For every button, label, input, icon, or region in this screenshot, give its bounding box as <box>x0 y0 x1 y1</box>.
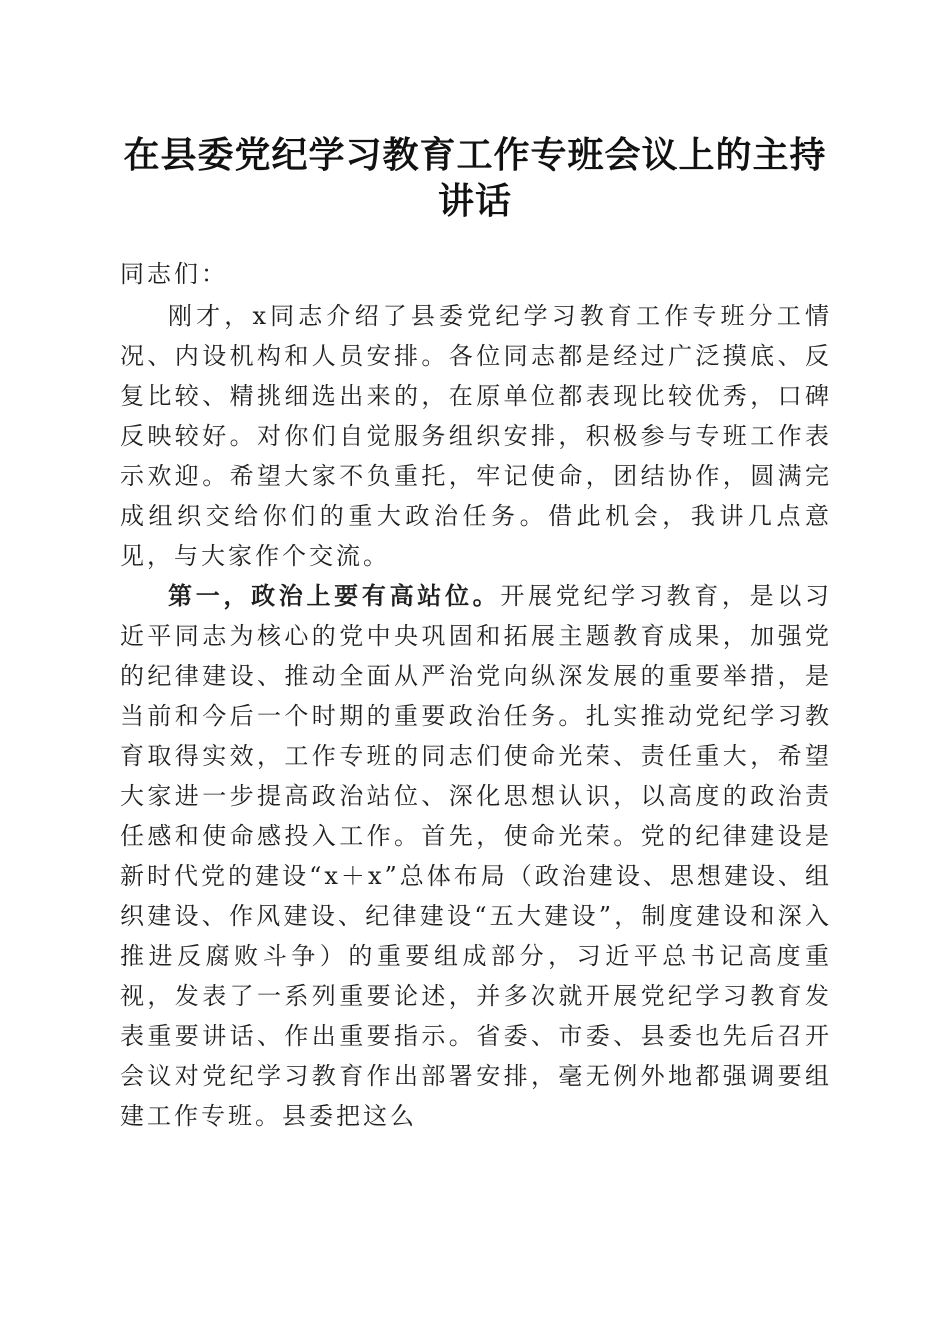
document-body <box>120 254 832 1136</box>
paragraph-first-point <box>120 576 832 1136</box>
salutation: 同志们： <box>120 260 228 288</box>
paragraph-first-point-body: 开展党纪学习教育，是以习近平同志为核心的党中央巩固和拓展主题教育成果，加强党的纪律建设、推动全面从严治党向纵深发展的重要举措，是当前和今后一个时期的重要政治任务。扎实推动党纪学习教育取得实效，工作专班的同志们使命光荣、责任重大，希望大家进一步提高政治站位、深化思想认识，以高度的政治责任感和使命感投入工作。首先，使命光荣。党的纪律建设是新时代党的建设“x＋x”总体布局（政治建设、思想建设、组织建设、作风建设、纪律建设“五大建设”，制度建设和深入推进反腐败斗争）的重要组成部分，习近平总书记高度重视，发表了一系列重要论述，并多次就开展党纪学习教育发表重要讲话、作出重要指示。省委、市委、县委也先后召开会议对党纪学习教育作出部署安排，毫无例外地都强调要组建工作专班。县委把这么 <box>120 582 833 1130</box>
paragraph-opening: 刚才，x同志介绍了县委党纪学习教育工作专班分工情况、内设机构和人员安排。各位同志都是经过广泛摸底、反复比较、精挑细选出来的，在原单位都表现比较优秀，口碑反映较好。对你们自觉服务组织安排，积极参与专班工作表示欢迎。希望大家不负重托，牢记使命，团结协作，圆满完成组织交给你们的重大政治任务。借此机会，我讲几点意见，与大家作个交流。 <box>120 302 832 570</box>
document-title: 在县委党纪学习教育工作专班会议上的主持讲话 <box>123 134 827 222</box>
paragraph-lead-heading: 第一，政治上要有高站位。 <box>168 581 501 610</box>
